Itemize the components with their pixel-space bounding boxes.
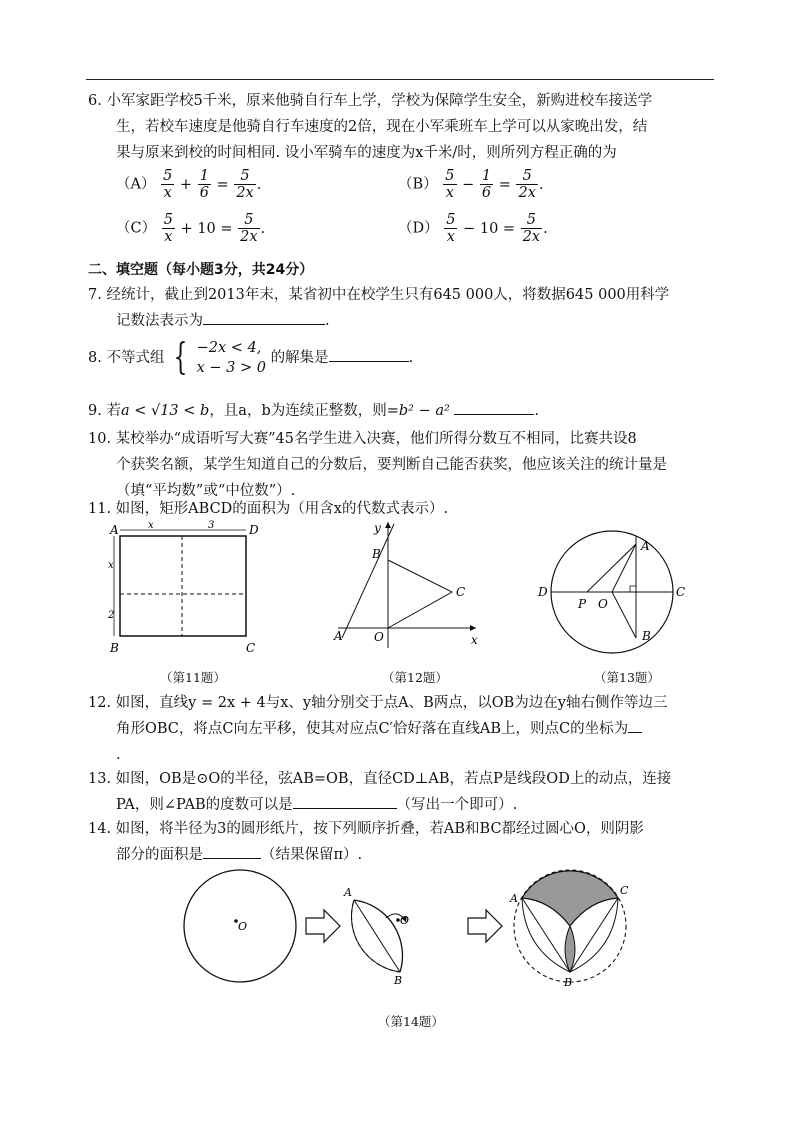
- fig12-label-b: B: [372, 547, 381, 561]
- option-c-math: $\frac{5}{x}$ + 10 = $\frac{5}{2x}$ .: [163, 212, 266, 245]
- answer-blank[interactable]: [203, 324, 325, 325]
- fig14-a-third: A: [510, 892, 518, 905]
- q6-option-b: [398, 168, 544, 201]
- q14-line-2: 部分的面积是 （结果保留π）.: [116, 847, 363, 863]
- q8-prefix: 8. 不等式组: [88, 350, 165, 366]
- question-10: [88, 426, 718, 504]
- option-label: （A）: [116, 176, 156, 193]
- fig12-axis-y: y: [374, 521, 381, 535]
- fig11-label-b: B: [110, 641, 119, 655]
- q14-line-1: 14. 如图，将半径为3的圆形纸片，按下列顺序折叠，若AB和BC都经过圆心O，则阴影: [88, 821, 644, 837]
- q6-line-1: 6. 小军家距学校5千米，原来他骑自行车上学，学校为保障学生安全，新购进校车接送学: [88, 93, 653, 109]
- fig11-label-c: C: [246, 641, 256, 655]
- fig13-label-c: C: [676, 585, 686, 599]
- header-rule: [86, 79, 714, 80]
- section-heading: 二、填空题（每小题3分，共24分）: [88, 262, 314, 278]
- q10-line-2: 个获奖名额，某学生知道自己的分数后，要判断自己能否获奖，他应该关注的统计量是: [116, 457, 667, 473]
- fig11-top-3: 3: [208, 520, 215, 531]
- answer-blank[interactable]: [628, 732, 642, 733]
- caption-14: （第14题）: [378, 1014, 444, 1029]
- question-6: [88, 88, 718, 166]
- system-brace: {: [173, 337, 188, 378]
- q6-option-a: [116, 168, 261, 201]
- option-d-math: $\frac{5}{x}$ − 10 = $\frac{5}{2x}$ .: [446, 212, 548, 245]
- q6-line-2: 生，若校车速度是他骑自行车速度的2倍，现在小军乘班车上学可以从家晚出发，结: [116, 119, 648, 135]
- fig13-label-o: O: [598, 597, 608, 611]
- q13-line-1: 13. 如图，OB是⊙O的半径，弦AB=OB，直径CD⊥AB，若点P是线段OD上的动点，连接: [88, 771, 672, 787]
- q6-option-d: [398, 212, 548, 245]
- figure-14-folding: [178, 860, 638, 1000]
- option-label: （B）: [398, 176, 438, 193]
- q7-line-2: 记数法表示为 .: [116, 313, 330, 329]
- fig14-c-third: C: [620, 884, 629, 897]
- caption-12: （第12题）: [382, 670, 448, 685]
- fig12-axis-x: x: [471, 633, 478, 647]
- fig12-label-a: A: [334, 629, 343, 643]
- fig13-label-d: D: [538, 585, 548, 599]
- option-a-math: $\frac{5}{x}$ + $\frac{1}{6}$ = $\frac{5}{2x}$ .: [163, 168, 262, 201]
- fig14-a-second: A: [344, 886, 352, 899]
- q12-line-3: .: [116, 747, 121, 763]
- fig12-label-c: C: [456, 585, 466, 599]
- fig11-side-2: 2: [108, 610, 115, 621]
- q10-line-3: （填“平均数”或“中位数”）.: [116, 483, 296, 499]
- fig13-label-b: B: [642, 629, 651, 643]
- q8-suffix: 的解集是: [270, 350, 329, 366]
- q6-line-3: 果与原来到校的时间相同. 设小军骑车的速度为x千米/时，则所列方程正确的为: [116, 145, 617, 161]
- figure-12-coordinate: [328, 518, 488, 658]
- question-12: [88, 690, 718, 768]
- caption-13: （第13题）: [594, 670, 660, 685]
- fig12-label-o: O: [374, 630, 384, 644]
- question-13: [88, 766, 718, 818]
- fig11-top-x: x: [148, 520, 154, 531]
- q7-line-1: 7. 经统计，截止到2013年末，某省初中在校学生只有645 000人，将数据645 000用科学: [88, 287, 670, 303]
- q12-line-1: 12. 如图，直线y = 2x + 4与x、y轴分别交于点A、B两点，以OB为边在y轴右侧作等边三: [88, 695, 668, 711]
- q13-line-2: PA，则∠PAB的度数可以是 （写出一个即可）.: [116, 797, 518, 813]
- option-label: （D）: [398, 220, 439, 237]
- option-b-math: $\frac{5}{x}$ − $\frac{1}{6}$ = $\frac{5}{2x}$ .: [445, 168, 544, 201]
- q9-inequality: a < √13 < b: [120, 403, 210, 419]
- fig13-label-p: P: [578, 597, 587, 611]
- fig11-label-d: D: [249, 523, 259, 537]
- inequality-system: −2x < 4, x − 3 > 0: [196, 340, 266, 376]
- q6-option-c: [116, 212, 265, 245]
- question-7: [88, 282, 718, 334]
- q9-expression: b² − a²: [398, 403, 450, 419]
- fig13-label-a: A: [641, 539, 650, 553]
- q12-line-2: 角形OBC，将点C向左平移，使其对应点C′恰好落在直线AB上，则点C的坐标为: [88, 716, 718, 742]
- answer-blank[interactable]: [293, 808, 397, 809]
- answer-blank[interactable]: [454, 414, 534, 415]
- arrow-icon: [468, 910, 502, 942]
- fig14-o-first: O: [238, 920, 248, 933]
- answer-blank[interactable]: [329, 361, 409, 362]
- fig14-o-second: O: [400, 914, 410, 927]
- caption-11: （第11题）: [160, 670, 226, 685]
- fig14-b-third: B: [564, 976, 573, 989]
- fig11-side-x: x: [108, 560, 114, 571]
- question-11: 11. 如图，矩形ABCD的面积为（用含x的代数式表示）.: [88, 501, 449, 517]
- fig11-label-a: A: [110, 523, 119, 537]
- answer-blank[interactable]: [203, 858, 261, 859]
- figure-11-rectangle: [108, 518, 268, 658]
- q10-line-1: 10. 某校举办“成语听写大赛”45名学生进入决赛，他们所得分数互不相同，比赛共设8: [88, 431, 637, 447]
- figure-13-circle: [532, 518, 692, 658]
- question-9: 9. 若a < √13 < b，且a，b为连续正整数，则=b² − a² .: [88, 403, 540, 419]
- question-8: 8. 不等式组 { −2x < 4, x − 3 > 0 的解集是 .: [88, 337, 414, 378]
- fig14-b-second: B: [394, 974, 403, 987]
- arrow-icon: [306, 910, 340, 942]
- option-label: （C）: [116, 220, 157, 237]
